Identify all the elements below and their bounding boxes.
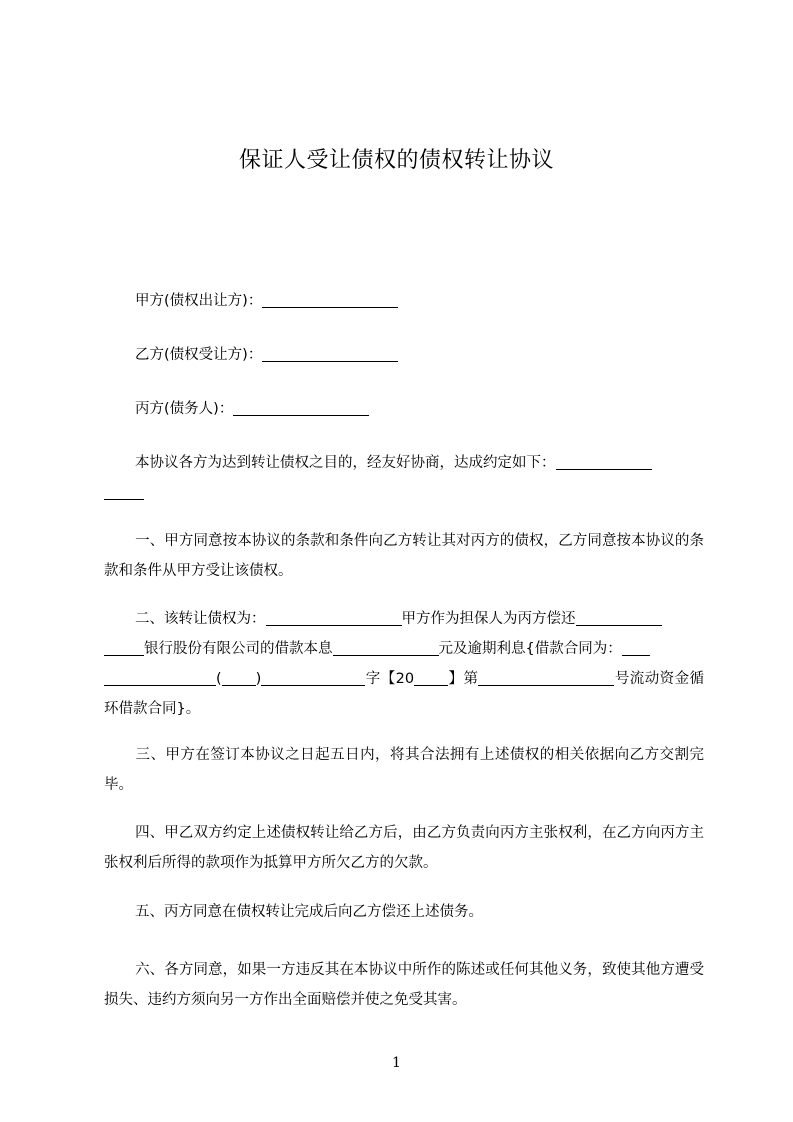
page-number: 1 — [392, 1055, 401, 1071]
clause-2-text-h: 】第 — [448, 671, 479, 687]
clause-4-text: 四、甲乙双方约定上述债权转让给乙方后，由乙方负责向丙方主张权利，在乙方向丙方主张权利后所得的款项作为抵算甲方所欠乙方的欠款。 — [104, 825, 704, 871]
party-b-line — [104, 340, 704, 370]
clause-1-text: 一、甲方同意按本协议的条款和条件向乙方转让其对丙方的债权，乙方同意按本协议的条款和条件从甲方受让该债权。 — [104, 533, 704, 579]
clause-4 — [104, 818, 704, 878]
clause-2 — [104, 604, 704, 724]
principal-amount-blank — [333, 639, 439, 656]
clause-2-text-a: 二、该转让债权为： — [135, 611, 266, 627]
contract-word-blank — [261, 669, 365, 686]
party-c-blank — [233, 399, 369, 416]
bank-name-blank-1 — [576, 609, 662, 626]
document-title: 保证人受让债权的债权转让协议 — [238, 148, 554, 173]
contract-prefix-blank — [222, 669, 256, 686]
party-c-line — [104, 394, 704, 424]
party-b-blank — [262, 345, 398, 362]
clause-2-text-g: 字【20 — [365, 671, 415, 687]
clause-2-text-d: 元及逾期利息{借款合同为： — [438, 641, 622, 657]
contract-blank-1 — [622, 639, 650, 656]
party-a-label: 甲方(债权出让方)： — [135, 293, 263, 309]
clause-2-text-b: 甲方作为担保人为丙方偿还 — [401, 611, 576, 627]
clause-1 — [104, 526, 704, 586]
clause-6-text: 六、各方同意，如果一方违反其在本协议中所作的陈述或任何其他义务，致使其他方遭受损失、违约方须向另一方作出全面赔偿并使之免受其害。 — [104, 962, 704, 1008]
contract-number-blank — [478, 669, 614, 686]
intro-paragraph — [104, 448, 704, 508]
clause-3-text: 三、甲方在签订本协议之日起五日内，将其合法拥有上述债权的相关依据向乙方交割完毕。 — [104, 747, 704, 793]
contract-year-blank — [414, 669, 448, 686]
party-c-label: 丙方(债务人)： — [135, 401, 234, 417]
clause-5 — [104, 897, 704, 927]
transfer-debt-blank — [266, 609, 402, 626]
clause-2-text-f: ) — [255, 671, 262, 687]
intro-blank-1 — [556, 453, 652, 470]
party-b-label: 乙方(债权受让方)： — [135, 347, 263, 363]
party-a-line — [104, 286, 704, 316]
clause-5-text: 五、丙方同意在债权转让完成后向乙方偿还上述债务。 — [135, 904, 483, 920]
clause-2-text-c: 银行股份有限公司的借款本息 — [144, 641, 333, 657]
bank-name-blank-2 — [104, 639, 144, 656]
intro-text: 本协议各方为达到转让债权之目的，经友好协商，达成约定如下： — [135, 455, 556, 471]
contract-blank-2 — [104, 669, 216, 686]
intro-blank-2 — [104, 483, 144, 500]
party-a-blank — [262, 291, 398, 308]
clause-6 — [104, 955, 704, 1015]
clause-2-text-e: ( — [216, 671, 222, 687]
clause-3 — [104, 740, 704, 800]
clause-2-text-i: 号流动资金循环借款合同}。 — [104, 671, 705, 717]
